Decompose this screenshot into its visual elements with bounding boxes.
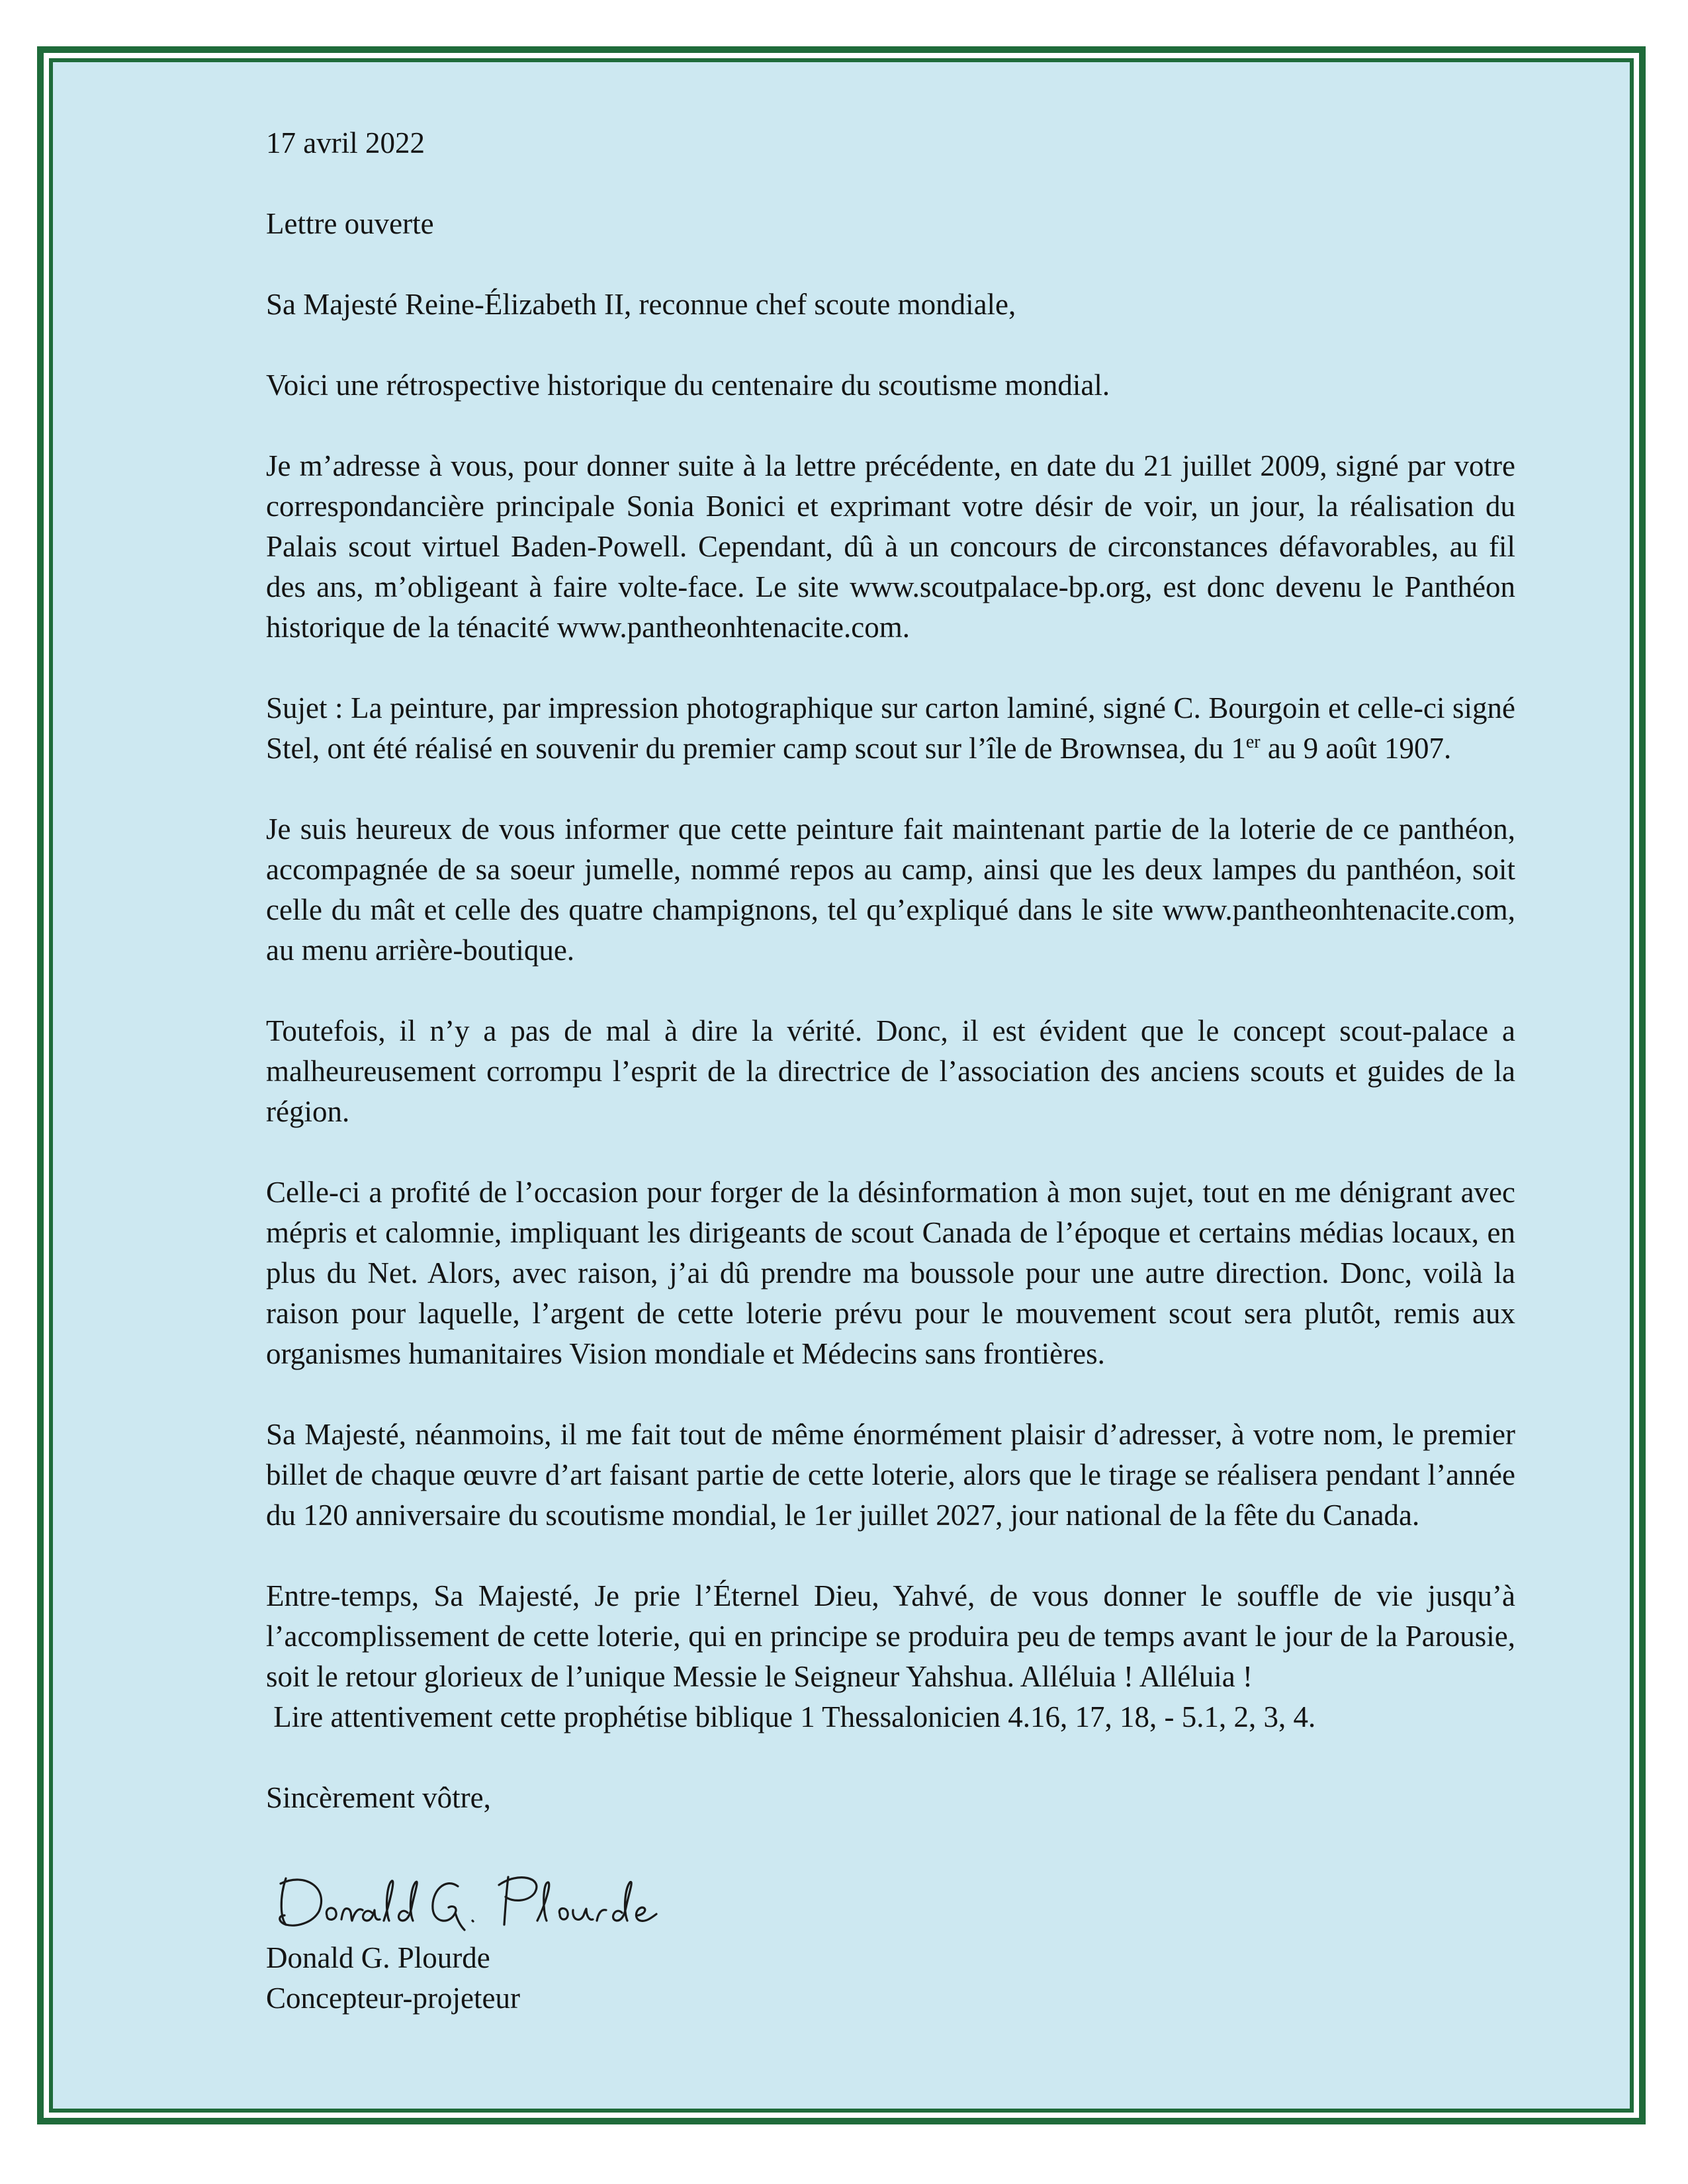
paragraph-2-text: Sujet : La peinture, par impression photographique sur carton laminé, signé C. Bourgoin et celle-ci signé Stel, ont été réalisé en souvenir du premier camp scout sur l’île de Brownsea, du 1 (266, 691, 1515, 765)
letter-intro: Voici une rétrospective historique du centenaire du scoutisme mondial. (266, 369, 1110, 402)
signer-block (266, 1938, 1515, 2019)
letter-paragraph-5: Celle-ci a profité de l’occasion pour forger de la désinformation à mon sujet, tout en me dénigrant avec mépris et calomnie, impliquant les dirigeants de scout Canada de l’époque et certains médias locaux, en plus du Net. Alors, avec raison, j’ai dû prendre ma boussole pour une autre direction. Donc, voilà la raison pour laquelle, l’argent de cette loterie prévu pour le mouvement scout sera plutôt, remis aux organismes humanitaires Vision mondiale et Médecins sans frontières. (266, 1176, 1515, 1370)
paragraph-2-text-end: au 9 août 1907. (1260, 732, 1452, 765)
page-frame-inner (49, 58, 1634, 2113)
letter-paragraph-1: Je m’adresse à vous, pour donner suite à la lettre précédente, en date du 21 juillet 2009, signé par votre correspondancière principale Sonia Bonici et exprimant votre désir de voir, un jour, la réalisation du Palais scout virtuel Baden-Powell. Cependant, dû à un concours de circonstances défavorables, au fil des ans, m’obligeant à faire volte-face. Le site www.scoutpalace-bp.org, est donc devenu le Panthéon historique de la ténacité www.pantheonhtenacite.com. (266, 449, 1515, 644)
letter-paragraph-7 (266, 1576, 1515, 1737)
letter-salutation: Sa Majesté Reine-Élizabeth II, reconnue chef scoute mondiale, (266, 288, 1016, 321)
paragraph-7-reference: Lire attentivement cette prophétise biblique 1 Thessalonicien 4.16, 17, 18, - 5.1, 2, 3, 4. (266, 1700, 1316, 1733)
letter-type: Lettre ouverte (266, 207, 434, 240)
letter-paragraph-3: Je suis heureux de vous informer que cette peinture fait maintenant partie de la loterie de ce panthéon, accompagnée de sa soeur jumelle, nommé repos au camp, ainsi que les deux lampes du panthéon, soit celle du mât et celle des quatre champignons, tel qu’expliqué dans le site www.pantheonhtenacite.com, au menu arrière-boutique. (266, 812, 1515, 967)
letter-closing: Sincèrement vôtre, (266, 1781, 491, 1814)
paragraph-2-superscript: er (1245, 732, 1261, 752)
letter-paragraph-4: Toutefois, il n’y a pas de mal à dire la vérité. Donc, il est évident que le concept scout-palace a malheureusement corrompu l’esprit de la directrice de l’association des anciens scouts et guides de la région. (266, 1014, 1515, 1128)
page-frame-outer (37, 46, 1646, 2124)
signature-drawing (266, 1858, 676, 1938)
signer-title: Concepteur-projeteur (266, 1982, 520, 2015)
letter-body (266, 123, 1515, 2019)
letter-paragraph-6: Sa Majesté, néanmoins, il me fait tout de même énormément plaisir d’adresser, à votre nom, le premier billet de chaque œuvre d’art faisant partie de cette loterie, alors que le tirage se réalisera pendant l’année du 120 anniversaire du scoutisme mondial, le 1er juillet 2027, jour national de la fête du Canada. (266, 1418, 1515, 1532)
letter-paragraph-2 (266, 688, 1515, 769)
handwritten-signature (266, 1858, 1515, 1938)
paragraph-7-text: Entre-temps, Sa Majesté, Je prie l’Éternel Dieu, Yahvé, de vous donner le souffle de vie jusqu’à l’accomplissement de cette loterie, qui en principe se produira peu de temps avant le jour de la Parousie, soit le retour glorieux de l’unique Messie le Seigneur Yahshua. Alléluia ! Alléluia ! (266, 1579, 1515, 1693)
letter-date: 17 avril 2022 (266, 126, 425, 159)
signer-name: Donald G. Plourde (266, 1941, 490, 1974)
